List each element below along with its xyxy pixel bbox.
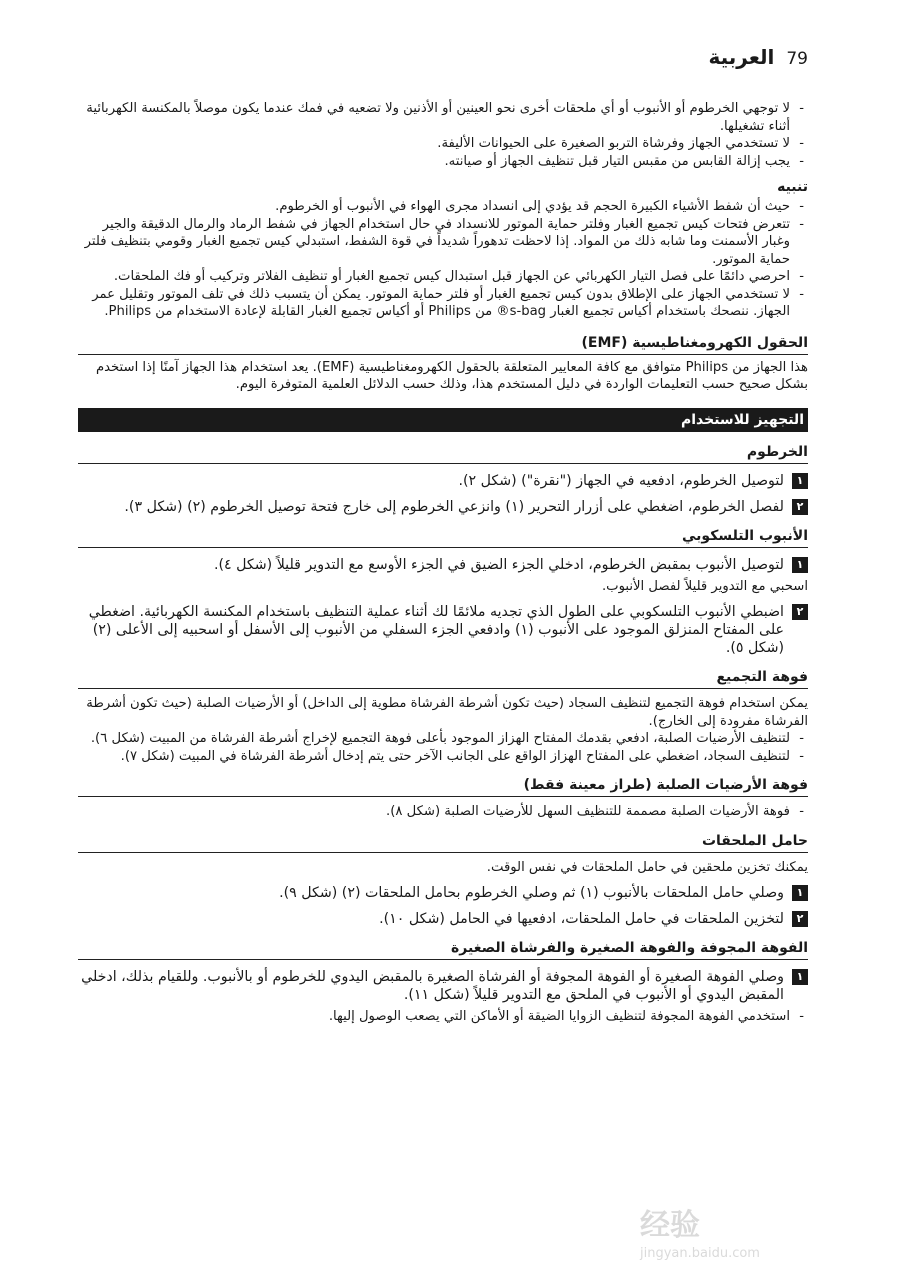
step-text: اضبطي الأنبوب التلسكوبي على الطول الذي تجديه ملائمًا لك أثناء عملية التنظيف باستخدام المكنسة الكهربائية. اضغطي على المفتاح المنزلق الموجود على الأنبوب (١) وادفعي الجزء السفلي من الأنبوب إلى الأسفل أو اسحبيه إلى الأعلى (٢) (شكل ٥).	[88, 604, 784, 656]
holder-heading: حامل الملحقات	[78, 831, 808, 853]
holder-step-2	[78, 910, 808, 928]
holder-text: يمكنك تخزين ملحقين في حامل الملحقات في نفس الوقت.	[486, 859, 808, 875]
warning-item: - لا تستخدمي الجهاز وفرشاة التربو الصغيرة على الحيوانات الأليفة.	[78, 135, 808, 153]
section-band-preparing: التجهيز للاستخدام	[78, 408, 808, 432]
step-number: ١	[792, 557, 808, 573]
step-text: لتخزين الملحقات في حامل الملحقات، ادفعيها في الحامل (شكل ١٠).	[379, 911, 784, 927]
warning-item: - يجب إزالة القابس من مقبس التيار قبل تنظيف الجهاز أو صيانته.	[78, 153, 808, 171]
emf-text: هذا الجهاز من Philips متوافق مع كافة المعايير المتعلقة بالحقول الكهرومغناطيسية (EMF). يعد استخدام هذا الجهاز آمنًا إذا استخدم بشكل صحيح حسب التعليمات الواردة في دليل المستخدم هذا، وذلك حسب الدلائل العلمية المتوفرة اليوم.	[95, 359, 808, 392]
step-text: لتوصيل الخرطوم، ادفعيه في الجهاز ("نقرة") (شكل ٢).	[458, 472, 784, 489]
step-number: ١	[792, 969, 808, 985]
step-text: لفصل الخرطوم، اضغطي على أزرار التحرير (١) وانزعي الخرطوم إلى خارج فتحة توصيل الخرطوم (٢) (شكل ٣).	[124, 498, 784, 515]
page-content	[78, 100, 808, 1026]
hardfloor-item: - فوهة الأرضيات الصلبة مصممة للتنظيف السهل للأرضيات الصلبة (شكل ٨).	[78, 803, 808, 821]
nozzle-item: - لتنظيف الأرضيات الصلبة، ادفعي بقدمك المفتاح الهزاز الموجود بأعلى فوهة التجميع لإخراج أشرطة الفرشاة من المبيت (شكل ٦).	[78, 730, 808, 748]
crevice-step-1	[78, 968, 808, 1004]
step-text: وصلي الفوهة الصغيرة أو الفوهة المجوفة أو الفرشاة الصغيرة بالمقبض اليدوي للخرطوم أو بالأنبوب. وللقيام بذلك، ادخلي المقبض اليدوي أو الأنبوب في الملحق مع التدوير قليلاً (شكل ١١).	[81, 969, 784, 1003]
crevice-item: - استخدمي الفوهة المجوفة لتنظيف الزوايا الضيقة أو الأماكن التي يصعب الوصول إليها.	[78, 1008, 808, 1026]
step-number: ٢	[792, 499, 808, 515]
hose-step-1	[78, 472, 808, 490]
holder-step-1	[78, 884, 808, 902]
nozzle-heading: فوهة التجميع	[78, 667, 808, 689]
step-number: ١	[792, 473, 808, 489]
hardfloor-heading: فوهة الأرضيات الصلبة (طراز معينة فقط)	[78, 775, 808, 797]
caution-heading: تنبيه	[777, 179, 808, 195]
page-number: 79	[786, 49, 808, 69]
caution-item: - حيث أن شفط الأشياء الكبيرة الحجم قد يؤدي إلى انسداد مجرى الهواء في الأنبوب أو الخرطوم.	[78, 198, 808, 216]
caution-item: - تتعرض فتحات كيس تجميع الغبار وفلتر حماية الموتور للانسداد في حال استخدام الجهاز في شفط الرماد والرمال الدقيقة والجير وغبار الأسمنت وما شابه ذلك من المواد. إذا لاحظت تدهوراً شديداً في قوة الشفط، استبدلي كيس تجميع الغبار وقومي بتنظيف فلتر حماية الموتور.	[78, 216, 808, 269]
step-text: لتوصيل الأنبوب بمقبض الخرطوم، ادخلي الجزء الضيق في الجزء الأوسع مع التدوير قليلاً (شكل ٤).	[214, 556, 784, 573]
nozzle-item: - لتنظيف السجاد، اضغطي على المفتاح الهزاز الواقع على الجانب الآخر حتى يتم إدخال أشرطة الفرشاة في المبيت (شكل ٧).	[78, 748, 808, 766]
watermark-logo-text: 经验	[640, 1208, 700, 1243]
step-number: ٢	[792, 604, 808, 620]
watermark	[640, 1200, 840, 1270]
hose-step-2	[78, 498, 808, 516]
crevice-heading: الفوهة المجوفة والفوهة الصغيرة والفرشاة الصغيرة	[78, 938, 808, 960]
watermark-url: jingyan.baidu.com	[640, 1246, 760, 1261]
step-number: ١	[792, 885, 808, 901]
tube-heading: الأنبوب التلسكوبي	[78, 526, 808, 548]
language-title: العربية	[708, 45, 775, 69]
caution-item: - احرصي دائمًا على فصل التيار الكهربائي عن الجهاز قبل استبدال كيس تجميع الغبار أو تنظيف الفلاتر وتركيب أو فك الملحقات.	[78, 268, 808, 286]
warning-item: - لا توجهي الخرطوم أو الأنبوب أو أي ملحقات أخرى نحو العينين أو الأذنين ولا تضعيه في فمك عندما يكون موصلاً بالمكنسة الكهربائية أثناء تشغيلها.	[78, 100, 808, 135]
tube-step-2	[78, 603, 808, 657]
tube-note: اسحبي مع التدوير قليلاً لفصل الأنبوب.	[601, 578, 808, 594]
caution-item: - لا تستخدمي الجهاز على الإطلاق بدون كيس تجميع الغبار أو فلتر حماية الموتور. يمكن أن يتسبب ذلك في تلف الموتور وتقليل عمر الجهاز. ننصحك باستخدام أكياس تجميع الغبار s-bag® من Philips أو أكياس تجميع الغبار القابلة لإعادة الاستخدام من Philips.	[78, 286, 808, 321]
emf-heading: الحقول الكهرومغناطيسية (EMF)	[78, 333, 808, 355]
page-header	[708, 45, 808, 69]
tube-step-1	[78, 556, 808, 574]
step-text: وصلي حامل الملحقات بالأنبوب (١) ثم وصلي الخرطوم بحامل الملحقات (٢) (شكل ٩).	[279, 885, 784, 901]
step-number: ٢	[792, 911, 808, 927]
manual-page	[78, 40, 808, 1270]
warnings-list	[78, 100, 808, 170]
nozzle-text: يمكن استخدام فوهة التجميع لتنظيف السجاد (حيث تكون أشرطة الفرشاة مطوية إلى الداخل) أو الأرضيات الصلبة (حيث تكون أشرطة الفرشاة مفرودة إلى الخارج).	[86, 696, 808, 729]
hose-heading: الخرطوم	[78, 442, 808, 464]
caution-list	[78, 198, 808, 321]
